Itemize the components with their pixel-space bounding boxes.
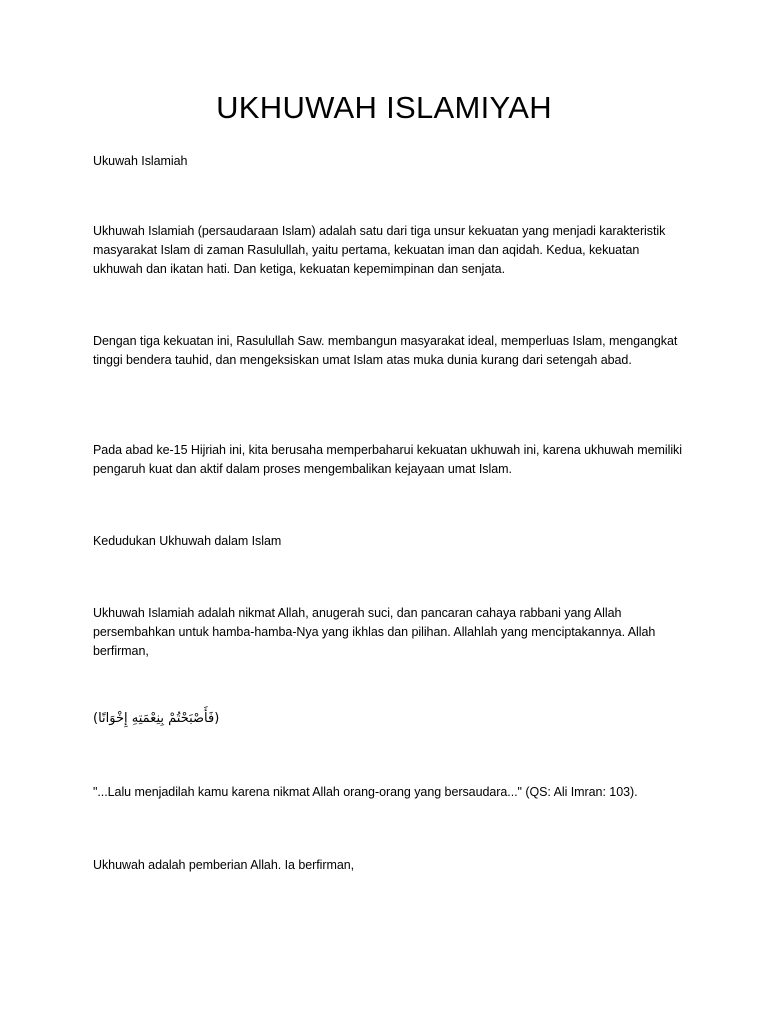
section-heading: Kedudukan Ukhuwah dalam Islam (93, 534, 282, 548)
subtitle: Ukuwah Islamiah (93, 154, 188, 168)
paragraph-1: Ukhuwah Islamiah (persaudaraan Islam) adalah satu dari tiga unsur kekuatan yang menjadi karakteristik masyarakat Islam di zaman Rasulullah, yaitu pertama, kekuatan iman dan aqidah. Kedua, kekuatan ukhuwah dan ikatan hati. Dan ketiga, kekuatan kepemimpinan dan senjata. (93, 224, 666, 276)
arabic-verse: (فَأَصْبَحْتُمْ بِنِعْمَتِهِ إِخْوَانًا) (93, 711, 220, 726)
paragraph-2: Dengan tiga kekuatan ini, Rasulullah Saw. membangun masyarakat ideal, memperluas Islam, mengangkat tinggi bendera tauhid, dan mengeksiskan umat Islam atas muka dunia kurang dari setengah abad. (93, 334, 678, 367)
paragraph-5: "...Lalu menjadilah kamu karena nikmat Allah orang-orang yang bersaudara..." (QS: Ali Imran: 103). (93, 785, 638, 799)
document-title: UKHUWAH ISLAMIYAH (216, 90, 552, 125)
paragraph-6: Ukhuwah adalah pemberian Allah. Ia berfirman, (93, 858, 355, 872)
paragraph-3: Pada abad ke-15 Hijriah ini, kita berusaha memperbaharui kekuatan ukhuwah ini, karena ukhuwah memiliki pengaruh kuat dan aktif dalam proses mengembalikan kejayaan umat Islam. (93, 443, 682, 476)
paragraph-4: Ukhuwah Islamiah adalah nikmat Allah, anugerah suci, dan pancaran cahaya rabbani yang Allah persembahkan untuk hamba-hamba-Nya yang ikhlas dan pilihan. Allahlah yang menciptakannya. Allah berfirman, (93, 606, 656, 658)
